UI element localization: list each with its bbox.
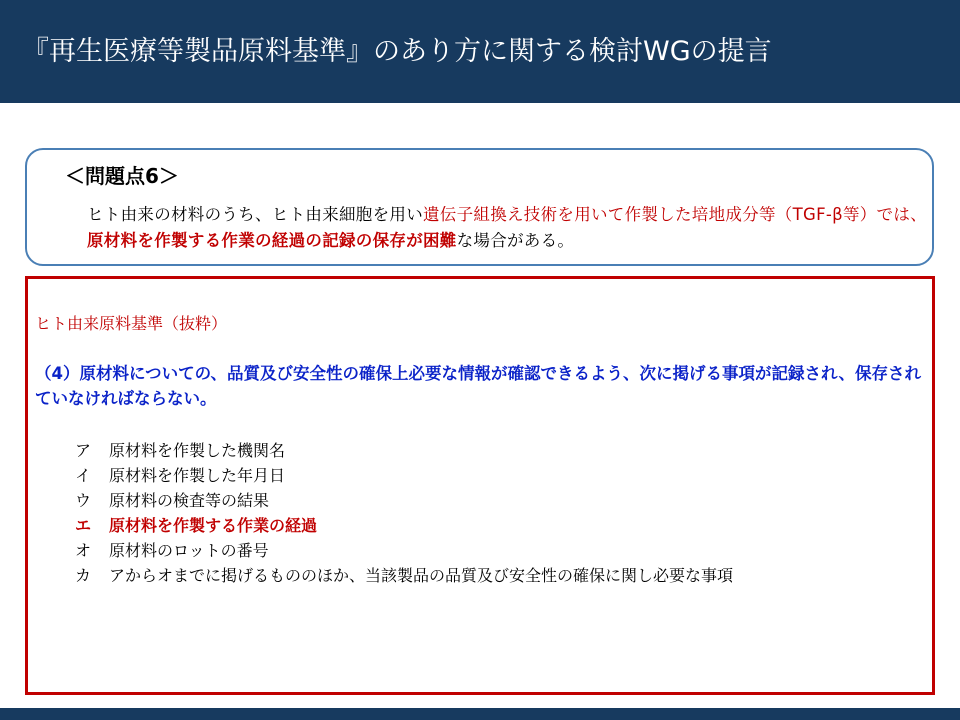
list-item-highlighted (75, 513, 925, 538)
title-bar (0, 0, 960, 103)
item-text: 原材料を作製した年月日 (109, 466, 286, 485)
problem-text-part1: ヒト由来の材料のうち、ヒト由来細胞を用い (87, 205, 423, 224)
standard-heading: ヒト由来原料基準（抜粋） (35, 314, 228, 333)
standard-intro: （4）原材料についての、品質及び安全性の確保上必要な情報が確認できるよう、次に掲げる事項が記録され、保存されていなければならない。 (35, 364, 921, 408)
problem-text (87, 202, 932, 254)
list-item (75, 438, 925, 463)
slide-title: 『再生医療等製品原料基準』のあり方に関する検討WGの提言 (22, 36, 772, 67)
problem-box (25, 148, 934, 266)
list-item (75, 488, 925, 513)
item-text: 原材料を作製した機関名 (109, 441, 286, 460)
problem-text-part4: な場合がある。 (456, 231, 575, 250)
item-mark: カ (75, 566, 92, 585)
list-item (75, 463, 925, 488)
problem-heading: ＜問題点6＞ (65, 164, 179, 188)
standard-item-list (75, 438, 925, 588)
bottom-bar (0, 708, 960, 720)
item-mark: オ (75, 541, 92, 560)
item-mark: エ (75, 516, 92, 535)
item-text: アからオまでに掲げるもののほか、当該製品の品質及び安全性の確保に関し必要な事項 (109, 566, 734, 585)
standard-excerpt-box (25, 276, 935, 695)
problem-text-highlight: 原材料を作製する作業の経過の記録の保存が困難 (87, 231, 457, 250)
item-text: 原材料の検査等の結果 (109, 491, 270, 510)
list-item (75, 563, 925, 588)
item-text: 原材料を作製する作業の経過 (109, 516, 318, 535)
item-mark: ア (75, 441, 92, 460)
item-mark: イ (75, 466, 92, 485)
problem-text-part2: 遺伝子組換え技術を用いて作製した培地成分等（TGF-β等）では、 (423, 205, 927, 224)
list-item (75, 538, 925, 563)
item-text: 原材料のロットの番号 (109, 541, 269, 560)
item-mark: ウ (75, 491, 92, 510)
